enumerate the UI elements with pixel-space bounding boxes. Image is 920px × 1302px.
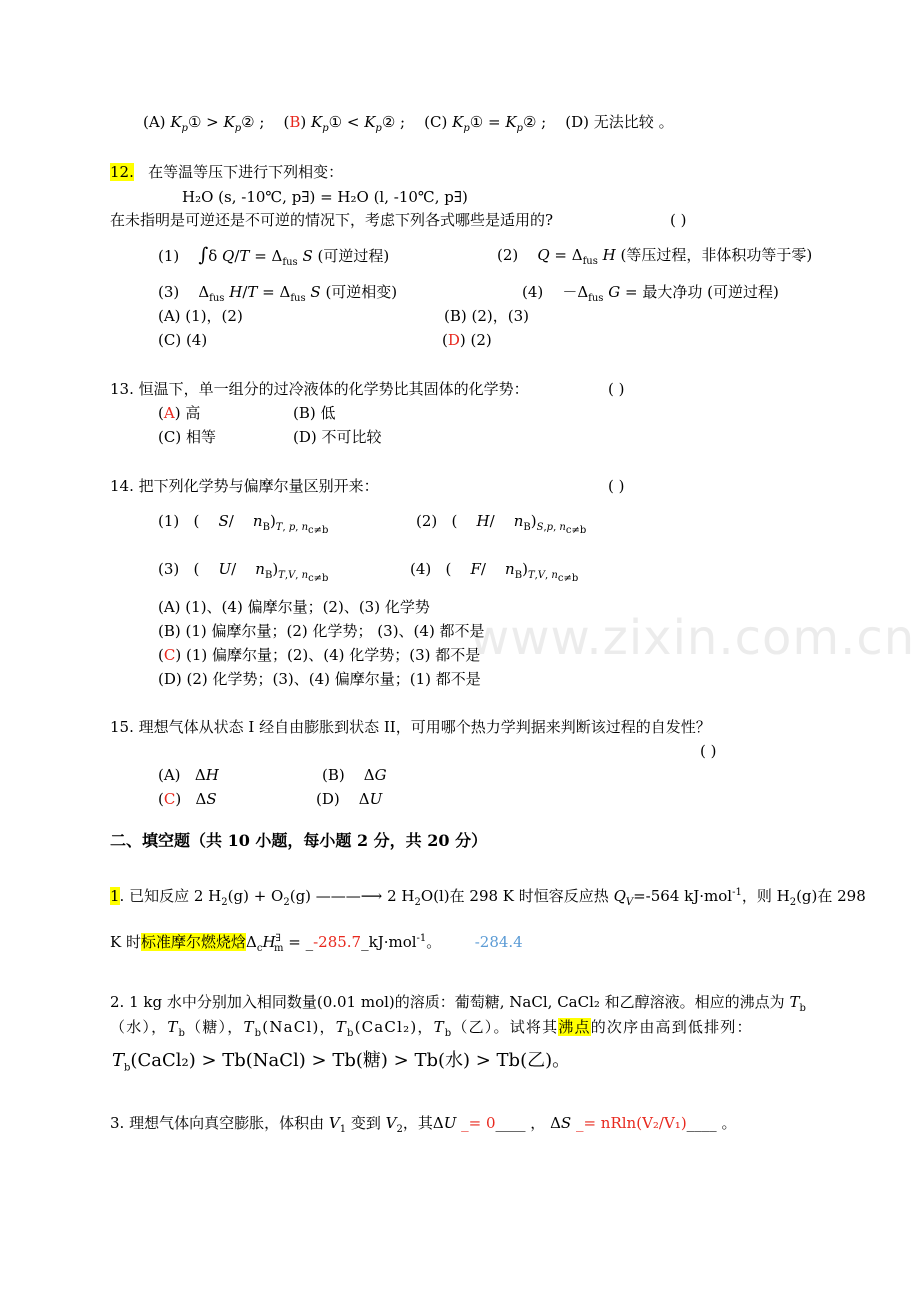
q14-stem: 14. 把下列化学势与偏摩尔量区别开来： (110, 477, 379, 495)
q12-expr-2: (2) $Q = \Delta_{fus}$ H (等压过程，非体积功等于零) (497, 246, 813, 267)
q14-option-b: (B) (1) 偏摩尔量；(2) 化学势； (3)、(4) 都不是 (158, 622, 485, 640)
q13-option-a: (A) 高 (158, 404, 201, 422)
q14-expr-3: (3) ( U/ $n_B)_{T,V, n_{c\ne b}}$ (158, 560, 329, 584)
watermark: www.zixin.com.cn (470, 610, 916, 666)
fill2-line2: （水），$T_b$（糖），$T_b(NaCl)$，$T_b(CaCl_2)$，$T_b$（乙）。试将其沸点的次序由高到低排列： (110, 1018, 753, 1039)
q12-ask: 在未指明是可逆还是不可逆的情况下，考虑下列各式哪些是适用的? (110, 211, 554, 229)
q12-expr-3: (3) $\Delta_{fus}$ $H/T = \Delta_{fus}$ S (可逆相变) (158, 283, 398, 304)
q12-reaction: H₂O (s, -10℃, p∃) = H₂O (l, -10℃, p∃) (182, 188, 468, 206)
fill3-line: 3. 理想气体向真空膨胀，体积由 $V_1$ 变到 $V_2$，其ΔU _= 0____ ， ΔS _= nRln(V₂/V₁)____ 。 (110, 1114, 737, 1135)
q12-option-c: (C) (4) (158, 331, 208, 349)
q13-stem: 13. 恒温下，单一组分的过冷液体的化学势比其固体的化学势： (110, 380, 529, 398)
q14-answer-paren: ( ) (608, 477, 625, 495)
q12-option-d: (D) (2) (442, 331, 492, 349)
q15-answer-paren: ( ) (700, 742, 717, 760)
q14-expr-1: (1) ( S/ $n_B)_{T, p, n_{c\ne b}}$ (158, 512, 329, 536)
q15-option-d: (D) ΔU (316, 790, 383, 808)
fill2-line1: 2. 1 kg 水中分别加入相同数量(0.01 mol)的溶质：葡萄糖, NaCl, CaCl₂ 和乙醇溶液。相应的沸点为 $T_b$ (110, 993, 806, 1014)
q14-expr-4: (4) ( F/ $n_B)_{T,V, n_{c\ne b}}$ (410, 560, 579, 584)
section-heading: 二、填空题（共 10 小题，每小题 2 分，共 20 分） (110, 831, 488, 850)
q12-option-a: (A) (1)，(2) (158, 307, 243, 325)
q12-expr-4: (4) $-\Delta_{fus}$ G = 最大净功 (可逆过程) (522, 283, 779, 304)
q15-option-a: (A) ΔH (158, 766, 219, 784)
q15-option-c: (C) ΔS (158, 790, 217, 808)
q15-stem: 15. 理想气体从状态 I 经自由膨胀到状态 II，可用哪个热力学判据来判断该过程的自发性？ (110, 718, 711, 736)
q13-option-d: (D) 不可比较 (293, 428, 382, 446)
q12-answer-paren: ( ) (670, 211, 687, 229)
fill1-line2: K 时标准摩尔燃烧焓$\Delta_cH^\exists_m$ = _-285.7_kJ·mol$^{-1}$。 -284.4 (110, 933, 523, 954)
q14-option-c: (C) (1) 偏摩尔量；(2)、(4) 化学势；(3) 都不是 (158, 646, 481, 664)
fill2-answer-order: $T_b(CaCl_2)$ > Tb(NaCl) > Tb(糖) > Tb(水) > Tb(乙)。 (112, 1050, 571, 1074)
q14-expr-2: (2) ( H/ $n_B)_{S,p, n_{c\ne b}}$ (416, 512, 587, 536)
q12-stem: 12. 在等温等压下进行下列相变： (110, 163, 344, 181)
q11-options: (A) $K_p①$ > $K_p②$ ; (B) $K_p①$ < $K_p②$ ; (C) $K_p①$ = $K_p②$ ; (D) 无法比较 。 (143, 113, 674, 134)
q12-expr-1: (1) ∫δ $Q/T = \Delta_{fus}$ S (可逆过程) (158, 244, 390, 268)
q12-option-b: (B) (2)，(3) (444, 307, 529, 325)
q13-option-b: (B) 低 (293, 404, 336, 422)
fill1-line1: 1. 已知反应 2 $H_2(g) + O_2(g)$ ———⟶ 2 $H_2O(l)$在 298 K 时恒容反应热 $Q_V=-564$ kJ·mol$^{-1}$，则 $H_2(g)$在 298 (110, 887, 866, 908)
q14-option-d: (D) (2) 化学势；(3)、(4) 偏摩尔量；(1) 都不是 (158, 670, 481, 688)
q14-option-a: (A) (1)、(4) 偏摩尔量；(2)、(3) 化学势 (158, 598, 430, 616)
q13-option-c: (C) 相等 (158, 428, 216, 446)
q13-answer-paren: ( ) (608, 380, 625, 398)
q15-option-b: (B) ΔG (322, 766, 387, 784)
